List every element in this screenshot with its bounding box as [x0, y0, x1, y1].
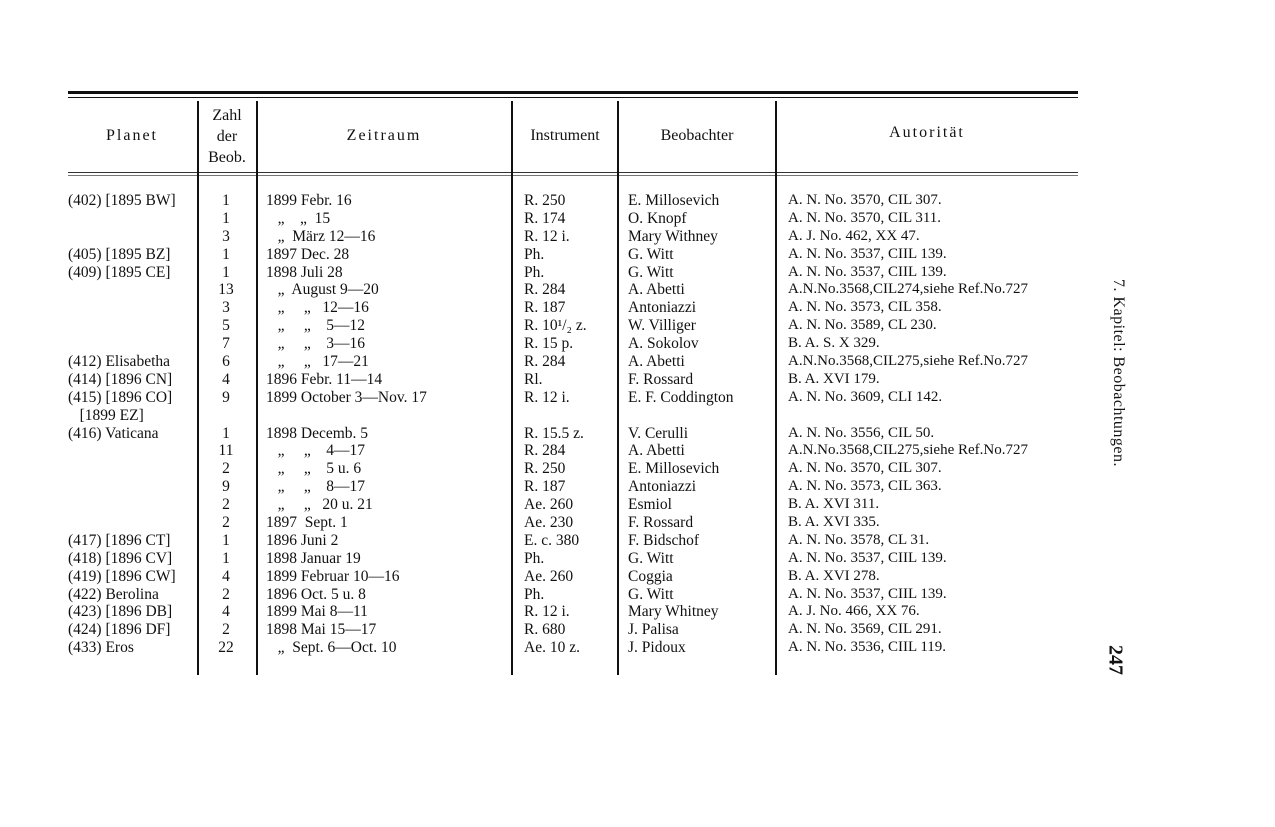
col-divider-2 [256, 101, 258, 675]
cell-beobachter: Antoniazzi [628, 478, 697, 496]
cell-planet: (414) [1896 CN] [68, 370, 173, 388]
header-zahl-2: der [216, 128, 238, 145]
column-beobachter [628, 192, 776, 657]
cell-planet: (409) [1895 CE] [68, 263, 171, 281]
cell-zahl: 2 [222, 514, 230, 532]
cell-zeitraum: „ „ 15 [266, 209, 331, 227]
header-beobachter: Beobachter [660, 127, 734, 144]
cell-zeitraum: 1897 Dec. 28 [266, 245, 350, 263]
column-planet [68, 192, 196, 657]
cell-autoritaet: A.N.No.3568,CIL274,siehe Ref.No.727 [788, 281, 1028, 298]
cell-planet: (416) Vaticana [68, 424, 159, 442]
cell-planet [68, 317, 196, 335]
cell-planet [68, 496, 196, 514]
cell-beobachter: A. Abetti [628, 353, 685, 371]
header-zahl-3: Beob. [208, 149, 246, 166]
cell-autoritaet: A. J. No. 462, XX 47. [788, 227, 920, 244]
cell-beobachter: G. Witt [628, 585, 674, 603]
cell-instrument: R. 12 i. [524, 603, 570, 621]
cell-instrument: R. 680 [524, 621, 566, 639]
cell-zeitraum: „ „ 3—16 [266, 335, 366, 353]
col-divider-3 [511, 101, 513, 675]
cell-autoritaet: B. A. XVI 335. [788, 514, 880, 531]
cell-beobachter [628, 407, 776, 425]
cell-autoritaet: A.N.No.3568,CIL275,siehe Ref.No.727 [788, 353, 1028, 370]
cell-instrument: R. 250 [524, 460, 566, 478]
cell-zeitraum: „ „ 5—12 [266, 317, 366, 335]
cell-planet: (418) [1896 CV] [68, 549, 173, 567]
cell-instrument: R. 250 [524, 192, 566, 209]
cell-planet [68, 228, 196, 246]
cell-autoritaet: A. N. No. 3573, CIL 358. [788, 299, 942, 316]
cell-autoritaet: A. N. No. 3570, CIL 307. [788, 460, 942, 477]
col-divider-1 [197, 101, 199, 675]
cell-autoritaet: A. N. No. 3570, CIL 311. [788, 209, 942, 226]
cell-zahl: 13 [218, 281, 234, 299]
cell-autoritaet: A. N. No. 3537, CIIL 139. [788, 549, 947, 566]
cell-instrument: R. 187 [524, 478, 566, 496]
cell-autoritaet: B. A. XVI 278. [788, 567, 880, 584]
cell-autoritaet: B. A. S. X 329. [788, 335, 880, 352]
cell-planet: (422) Berolina [68, 585, 159, 603]
cell-instrument: E. c. 380 [524, 531, 580, 549]
cell-zeitraum: „ „ 17—21 [266, 353, 369, 371]
cell-beobachter: F. Rossard [628, 370, 694, 388]
cell-beobachter: W. Villiger [628, 317, 696, 335]
cell-zeitraum: „ August 9—20 [266, 281, 379, 299]
cell-zahl: 1 [222, 531, 230, 549]
cell-zahl [200, 407, 252, 425]
cell-instrument: R. 284 [524, 281, 566, 299]
cell-planet: (433) Eros [68, 639, 134, 657]
cell-autoritaet: B. A. XVI 179. [788, 370, 880, 387]
cell-beobachter: G. Witt [628, 245, 674, 263]
top-rule-thick [68, 91, 1078, 94]
cell-zahl: 3 [222, 299, 230, 317]
cell-planet: (423) [1896 DB] [68, 603, 173, 621]
cell-instrument: R. 187 [524, 299, 566, 317]
cell-zahl: 4 [222, 567, 230, 585]
cell-beobachter: Coggia [628, 567, 673, 585]
cell-zahl: 6 [222, 353, 230, 371]
cell-zahl: 11 [218, 442, 234, 460]
cell-autoritaet: A.N.No.3568,CIL275,siehe Ref.No.727 [788, 442, 1028, 459]
header-rule [68, 172, 1078, 173]
cell-autoritaet [788, 407, 1088, 425]
header-zahl-1: Zahl [212, 107, 242, 124]
cell-instrument: Ae. 260 [524, 496, 574, 514]
cell-zeitraum: 1898 Januar 19 [266, 549, 361, 567]
cell-planet [68, 335, 196, 353]
cell-planet [68, 460, 196, 478]
cell-instrument: Ph. [524, 245, 545, 263]
cell-autoritaet: A. N. No. 3573, CIL 363. [788, 478, 942, 495]
cell-zeitraum: „ „ 5 u. 6 [266, 460, 362, 478]
cell-zeitraum: 1898 Decemb. 5 [266, 424, 369, 442]
page-number [1100, 640, 1130, 680]
cell-zeitraum: 1898 Mai 15—17 [266, 621, 377, 639]
cell-planet: (417) [1896 CT] [68, 531, 171, 549]
cell-zahl: 9 [222, 478, 230, 496]
header-autoritaet: Autorität [889, 124, 965, 141]
cell-beobachter: E. F. Coddington [628, 388, 734, 406]
cell-zeitraum [266, 407, 506, 425]
cell-planet [68, 299, 196, 317]
column-zeitraum [266, 192, 506, 657]
cell-beobachter: O. Knopf [628, 209, 687, 227]
cell-zahl: 22 [218, 639, 234, 657]
cell-zahl: 4 [222, 603, 230, 621]
cell-autoritaet: A. N. No. 3589, CL 230. [788, 317, 937, 334]
cell-planet: (412) Elisabetha [68, 353, 171, 371]
cell-autoritaet: A. N. No. 3556, CIL 50. [788, 424, 935, 441]
cell-planet [68, 442, 196, 460]
cell-beobachter: E. Millosevich [628, 460, 720, 478]
cell-zahl: 2 [222, 460, 230, 478]
cell-zahl: 4 [222, 370, 230, 388]
cell-zahl: 1 [222, 209, 230, 227]
column-zahl [200, 192, 252, 657]
cell-autoritaet: A. N. No. 3537, CIIL 139. [788, 585, 947, 602]
cell-autoritaet: A. N. No. 3536, CIIL 119. [788, 639, 947, 656]
cell-autoritaet: A. J. No. 466, XX 76. [788, 603, 920, 620]
cell-instrument: R. 12 i. [524, 227, 570, 245]
cell-zahl: 9 [222, 388, 230, 406]
cell-instrument [524, 407, 614, 425]
header-zeitraum: Zeitraum [346, 127, 422, 144]
cell-zahl: 7 [222, 335, 230, 353]
cell-planet: [1899 EZ] [68, 406, 144, 424]
cell-zahl: 2 [222, 621, 230, 639]
page-number-text: 247 [1104, 645, 1127, 675]
cell-instrument: R. 174 [524, 209, 566, 227]
cell-zeitraum: 1899 Mai 8—11 [266, 603, 368, 621]
cell-planet [68, 281, 196, 299]
cell-zeitraum: „ Sept. 6—Oct. 10 [266, 639, 397, 657]
cell-beobachter: F. Bidschof [628, 531, 700, 549]
col-divider-4 [617, 101, 619, 675]
cell-zeitraum: „ März 12—16 [266, 227, 376, 245]
cell-autoritaet: A. N. No. 3609, CLI 142. [788, 388, 943, 405]
cell-beobachter: A. Abetti [628, 442, 685, 460]
header-planet: Planet [106, 127, 158, 144]
cell-zahl: 5 [222, 317, 230, 335]
cell-beobachter: J. Palisa [628, 621, 679, 639]
cell-beobachter: Esmiol [628, 496, 672, 514]
cell-zeitraum: „ „ 20 u. 21 [266, 496, 373, 514]
cell-zahl: 3 [222, 227, 230, 245]
cell-planet: (424) [1896 DF] [68, 621, 171, 639]
cell-zahl: 1 [222, 549, 230, 567]
cell-zahl: 1 [222, 263, 230, 281]
cell-beobachter: Mary Withney [628, 227, 718, 245]
top-rule-thin [68, 97, 1078, 98]
header-instrument: Instrument [530, 127, 600, 144]
cell-zeitraum: „ „ 4—17 [266, 442, 366, 460]
cell-zeitraum: 1896 Oct. 5 u. 8 [266, 585, 366, 603]
cell-autoritaet: A. N. No. 3537, CIIL 139. [788, 245, 947, 262]
cell-beobachter: F. Rossard [628, 514, 694, 532]
cell-zahl: 1 [222, 424, 230, 442]
header-rule-2 [68, 175, 1078, 176]
cell-beobachter: G. Witt [628, 263, 674, 281]
column-instrument [524, 192, 614, 657]
cell-planet: (402) [1895 BW] [68, 192, 176, 209]
cell-planet [68, 514, 196, 532]
cell-zahl: 1 [222, 192, 230, 209]
cell-beobachter: V. Cerulli [628, 424, 688, 442]
cell-instrument: R. 15 p. [524, 335, 574, 353]
cell-zeitraum: 1896 Juni 2 [266, 531, 339, 549]
cell-instrument: R. 284 [524, 442, 566, 460]
cell-zeitraum: 1899 Febr. 16 [266, 192, 352, 209]
running-head [1098, 268, 1138, 478]
cell-planet [68, 210, 196, 228]
running-head-text: 7. Kapitel: Beobachtungen. [1110, 278, 1127, 468]
cell-planet: (405) [1895 BZ] [68, 245, 171, 263]
cell-beobachter: A. Sokolov [628, 335, 699, 353]
cell-planet: (415) [1896 CO] [68, 388, 173, 406]
cell-beobachter: E. Millosevich [628, 192, 720, 209]
cell-instrument: Rl. [524, 370, 543, 388]
cell-zeitraum: „ „ 12—16 [266, 299, 369, 317]
cell-zeitraum: „ „ 8—17 [266, 478, 366, 496]
cell-instrument: R. 12 i. [524, 388, 570, 406]
cell-beobachter: J. Pidoux [628, 639, 686, 657]
cell-instrument: Ae. 10 z. [524, 639, 580, 657]
cell-autoritaet: B. A. XVI 311. [788, 496, 880, 513]
cell-instrument: Ph. [524, 263, 545, 281]
cell-planet [68, 478, 196, 496]
cell-zahl: 1 [222, 245, 230, 263]
cell-beobachter: Mary Whitney [628, 603, 719, 621]
cell-autoritaet: A. N. No. 3570, CIL 307. [788, 192, 942, 208]
cell-beobachter: G. Witt [628, 549, 674, 567]
cell-zeitraum: 1897 Sept. 1 [266, 514, 348, 532]
cell-instrument: Ph. [524, 549, 545, 567]
cell-instrument: R. 284 [524, 353, 566, 371]
cell-zeitraum: 1898 Juli 28 [266, 263, 343, 281]
cell-zeitraum: 1899 October 3—Nov. 17 [266, 388, 427, 406]
cell-autoritaet: A. N. No. 3578, CL 31. [788, 531, 930, 548]
cell-instrument: R. 10¹/₂ z. [524, 317, 587, 335]
cell-zahl: 2 [222, 585, 230, 603]
cell-instrument: Ae. 260 [524, 567, 574, 585]
cell-instrument: Ph. [524, 585, 545, 603]
cell-instrument: Ae. 230 [524, 514, 574, 532]
cell-autoritaet: A. N. No. 3569, CIL 291. [788, 621, 942, 638]
cell-zahl: 2 [222, 496, 230, 514]
cell-beobachter: Antoniazzi [628, 299, 697, 317]
column-autoritaet [788, 192, 1088, 657]
cell-beobachter: A. Abetti [628, 281, 685, 299]
cell-planet: (419) [1896 CW] [68, 567, 176, 585]
cell-instrument: R. 15.5 z. [524, 424, 584, 442]
cell-zeitraum: 1899 Februar 10—16 [266, 567, 400, 585]
cell-zeitraum: 1896 Febr. 11—14 [266, 370, 383, 388]
cell-autoritaet: A. N. No. 3537, CIIL 139. [788, 263, 947, 280]
